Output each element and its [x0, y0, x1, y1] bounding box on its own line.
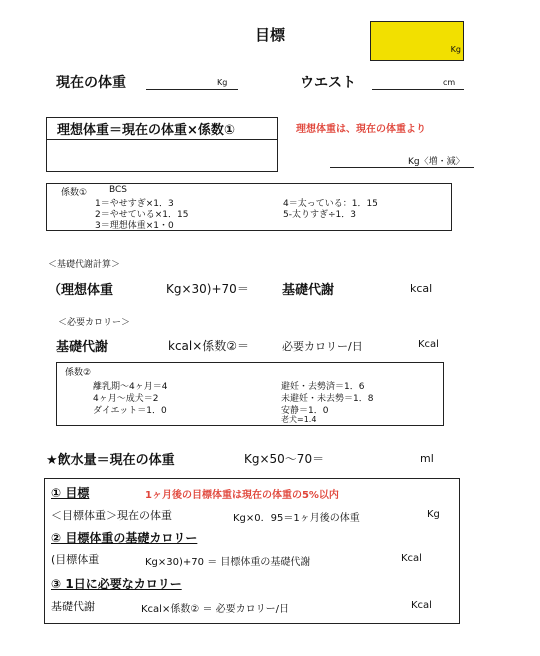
coef1-line-1: 1＝やせすぎ×1．3 [95, 199, 174, 209]
ideal-weight-box [46, 117, 278, 172]
basal-unit: kcal [410, 282, 433, 295]
ideal-weight-unit: Kg〈増・減〉 [408, 157, 465, 167]
weight-unit: Kg [217, 78, 228, 87]
goal-item3-left: 基礎代謝 [51, 600, 95, 613]
basal-caption: ＜基礎代謝計算＞ [48, 260, 121, 270]
coef2-line-5: 未避妊・未去勢＝1．8 [281, 394, 374, 404]
required-formula: kcal×係数②＝ [168, 339, 250, 353]
coef1-line-5: 5-太りすぎ÷1．3 [283, 210, 356, 220]
goal-item1-unit: Kg [427, 509, 440, 520]
goal-item3-title: ③ 1日に必要なカロリー [51, 577, 182, 591]
goal-item1-formula: Kg×0．95＝1ヶ月後の体重 [233, 513, 360, 524]
current-weight-field[interactable] [146, 89, 238, 90]
water-label: ★飲水量＝現在の体重 [46, 453, 175, 468]
ideal-weight-formula: 理想体重＝現在の体重×係数① [47, 118, 277, 140]
goal-item1-left: ＜目標体重＞現在の体重 [51, 509, 172, 522]
basal-result: 基礎代謝 [282, 283, 335, 298]
coef1-line-3: 3＝理想体重×1・0 [95, 221, 174, 231]
page-title: 目標 [254, 26, 285, 44]
water-unit: ml [420, 452, 434, 465]
goal-item1-title: ① 目標 [51, 486, 90, 500]
required-unit: Kcal [418, 339, 439, 350]
coefficient-1-header: 係数① [61, 188, 88, 198]
goal-item2-unit: Kcal [401, 553, 422, 564]
basal-formula: Kg×30)+70＝ [166, 282, 249, 296]
waist-unit: cm [443, 78, 456, 87]
bcs-label: BCS [109, 185, 128, 195]
highlight-box [370, 21, 464, 61]
coefficient-1-box [46, 183, 452, 231]
goal-item3-formula: Kcal×係数② ＝ 必要カロリー/日 [141, 604, 290, 615]
goal-item1-note: 1ヶ月後の目標体重は現在の体重の5%以内 [145, 490, 339, 501]
coef1-line-4: 4＝太っている：1．15 [283, 199, 378, 209]
water-formula: Kg×50～70＝ [244, 452, 325, 466]
current-weight-label: 現在の体重 [56, 75, 126, 91]
goal-item2-formula: Kg×30)+70 ＝ 目標体重の基礎代謝 [145, 557, 311, 568]
ideal-weight-note: 理想体重は、現在の体重より [296, 124, 426, 135]
coef2-line-7: 老犬=1.4 [281, 415, 317, 424]
goal-item2-left: (目標体重 [51, 553, 100, 566]
coefficient-2-header: 係数② [65, 368, 92, 378]
required-result: 必要カロリー/日 [282, 340, 363, 353]
coef2-line-4: 避妊・去勢済＝1．6 [281, 382, 365, 392]
basal-prefix: （理想体重 [48, 283, 114, 298]
coefficient-2-box [56, 362, 444, 426]
coef2-line-6: 安静＝1．0 [281, 406, 329, 416]
goal-item2-title: ② 目標体重の基礎カロリー [51, 531, 198, 545]
coef2-line-1: 離乳期～4ヶ月＝4 [93, 382, 168, 392]
required-label: 基礎代謝 [56, 340, 109, 355]
required-caption: ＜必要カロリー＞ [58, 318, 131, 328]
waist-field[interactable] [372, 89, 464, 90]
goal-item3-unit: Kcal [411, 600, 432, 611]
waist-label: ウエスト [300, 75, 356, 91]
goal-box [44, 478, 460, 624]
coef1-line-2: 2＝やせている×1．15 [95, 210, 189, 220]
highlight-box-unit: Kg [450, 45, 461, 54]
coef2-line-2: 4ヶ月～成犬＝2 [93, 394, 159, 404]
coef2-line-3: ダイエット＝1．0 [93, 406, 167, 416]
ideal-weight-field[interactable] [330, 167, 474, 168]
